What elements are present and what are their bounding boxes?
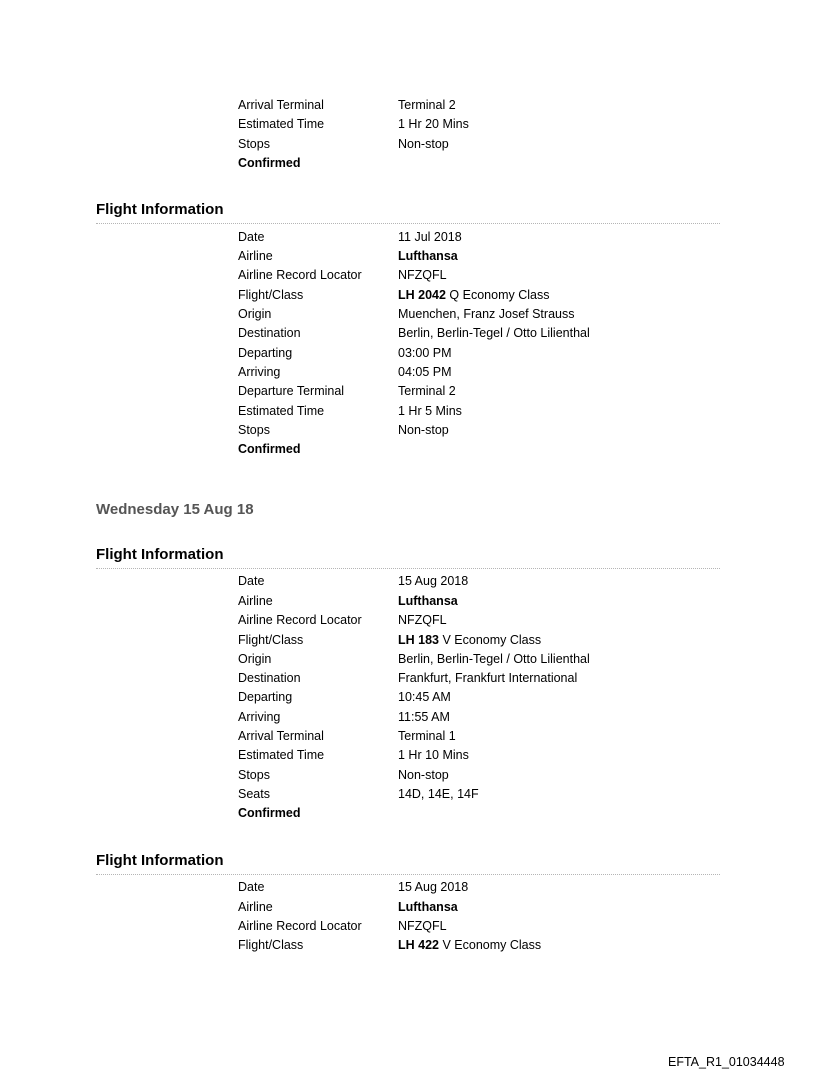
flight-information-heading: Flight Information <box>96 852 720 875</box>
field-label: Date <box>238 880 265 894</box>
field-label: Date <box>238 230 265 244</box>
field-label: Airline <box>238 900 273 914</box>
field-value: Non-stop <box>398 768 449 782</box>
field-value: Terminal 2 <box>398 384 456 398</box>
field-label: Destination <box>238 326 301 340</box>
field-value: Terminal 1 <box>398 729 456 743</box>
field-label: Flight/Class <box>238 938 304 952</box>
field-label: Origin <box>238 307 272 321</box>
field-label: Flight/Class <box>238 288 304 302</box>
field-value: Frankfurt, Frankfurt International <box>398 671 578 685</box>
field-label: Estimated Time <box>238 404 325 418</box>
field-label: Stops <box>238 423 270 437</box>
field-value: 11 Jul 2018 <box>398 230 462 244</box>
flight-number: LH 183 <box>398 633 439 647</box>
field-value: 1 Hr 10 Mins <box>398 748 469 762</box>
field-value: 03:00 PM <box>398 346 452 360</box>
field-value: 15 Aug 2018 <box>398 880 469 894</box>
field-label: Stops <box>238 137 270 151</box>
field-label: Airline <box>238 594 273 608</box>
field-value: 11:55 AM <box>398 710 450 724</box>
field-label: Arrival Terminal <box>238 729 324 743</box>
field-value: Muenchen, Franz Josef Strauss <box>398 307 575 321</box>
field-label: Departure Terminal <box>238 384 345 398</box>
field-label: Origin <box>238 652 272 666</box>
field-label: Airline Record Locator <box>238 613 362 627</box>
field-label: Arriving <box>238 710 281 724</box>
field-label: Seats <box>238 787 270 801</box>
flight-information-heading: Flight Information <box>96 546 720 569</box>
cabin-class: Q Economy Class <box>445 288 550 302</box>
day-heading: Wednesday 15 Aug 18 <box>96 501 254 518</box>
airline-name: Lufthansa <box>398 900 458 914</box>
field-label: Airline Record Locator <box>238 268 362 282</box>
field-label: Departing <box>238 690 293 704</box>
field-value: NFZQFL <box>398 268 447 282</box>
field-value: 14D, 14E, 14F <box>398 787 479 801</box>
field-label: Airline <box>238 249 273 263</box>
field-value: 04:05 PM <box>398 365 452 379</box>
field-label: Date <box>238 574 265 588</box>
confirmed-status: Confirmed <box>238 442 301 456</box>
flight-number: LH 422 <box>398 938 439 952</box>
field-value: 1 Hr 5 Mins <box>398 404 462 418</box>
field-value: Berlin, Berlin-Tegel / Otto Lilienthal <box>398 326 590 340</box>
airline-name: Lufthansa <box>398 249 458 263</box>
airline-name: Lufthansa <box>398 594 458 608</box>
field-label: Stops <box>238 768 270 782</box>
field-label: Estimated Time <box>238 117 325 131</box>
confirmed-status: Confirmed <box>238 806 301 820</box>
cabin-class: V Economy Class <box>439 938 542 952</box>
field-label: Destination <box>238 671 301 685</box>
field-label: Arrival Terminal <box>238 98 324 112</box>
flight-class-value <box>398 936 541 955</box>
field-value: 15 Aug 2018 <box>398 574 469 588</box>
field-value: 10:45 AM <box>398 690 451 704</box>
field-label: Arriving <box>238 365 281 379</box>
field-value: Non-stop <box>398 423 449 437</box>
field-value: NFZQFL <box>398 613 447 627</box>
field-label: Airline Record Locator <box>238 919 362 933</box>
field-label: Flight/Class <box>238 633 304 647</box>
top-confirmed-status: Confirmed <box>238 156 301 170</box>
flight-class-value <box>398 631 541 650</box>
field-label: Departing <box>238 346 293 360</box>
cabin-class: V Economy Class <box>439 633 542 647</box>
field-value: Terminal 2 <box>398 98 456 112</box>
flight-class-value <box>398 286 549 305</box>
field-value: Berlin, Berlin-Tegel / Otto Lilienthal <box>398 652 590 666</box>
field-value: NFZQFL <box>398 919 447 933</box>
field-label: Estimated Time <box>238 748 325 762</box>
field-value: 1 Hr 20 Mins <box>398 117 469 131</box>
document-id-footer: EFTA_R1_01034448 <box>668 1055 785 1069</box>
flight-number: LH 2042 <box>398 288 446 302</box>
flight-information-heading: Flight Information <box>96 201 720 224</box>
field-value: Non-stop <box>398 137 449 151</box>
